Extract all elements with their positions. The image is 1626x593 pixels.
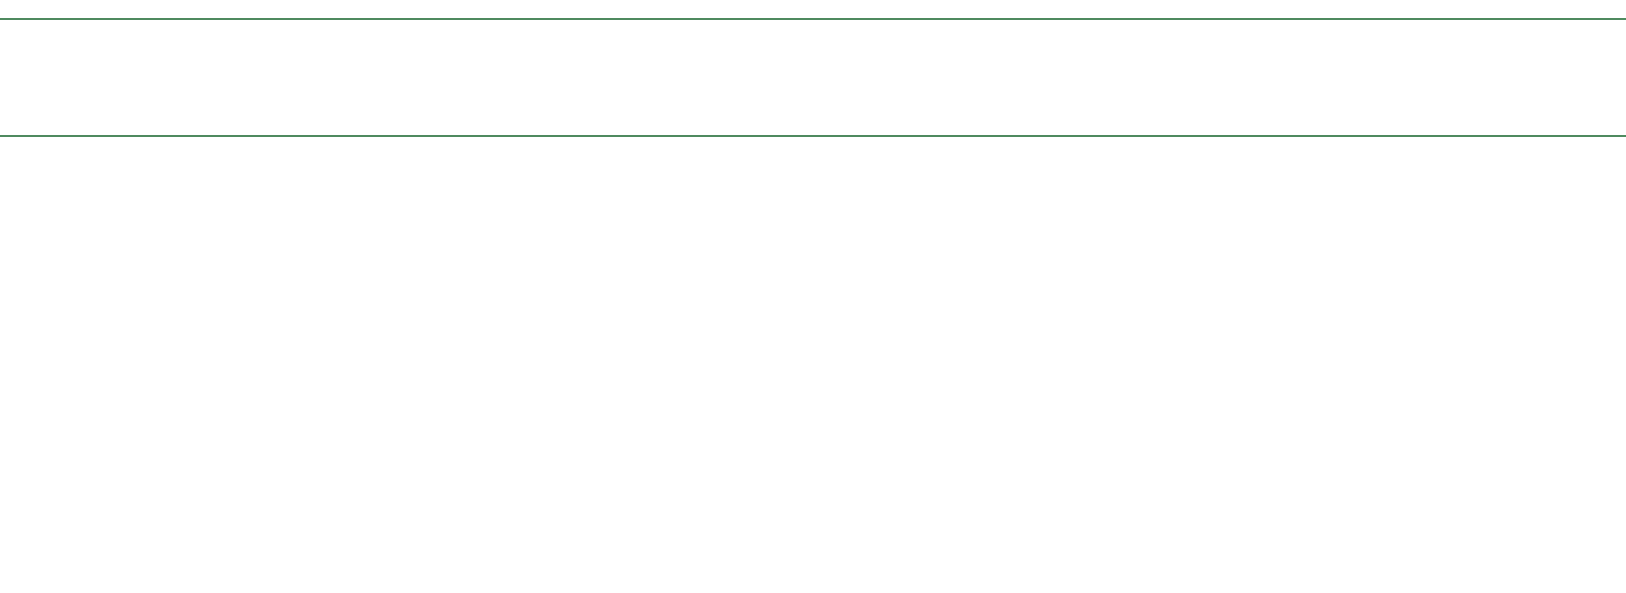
header-top-rule xyxy=(0,18,1626,20)
header-bottom-rule xyxy=(0,135,1626,137)
